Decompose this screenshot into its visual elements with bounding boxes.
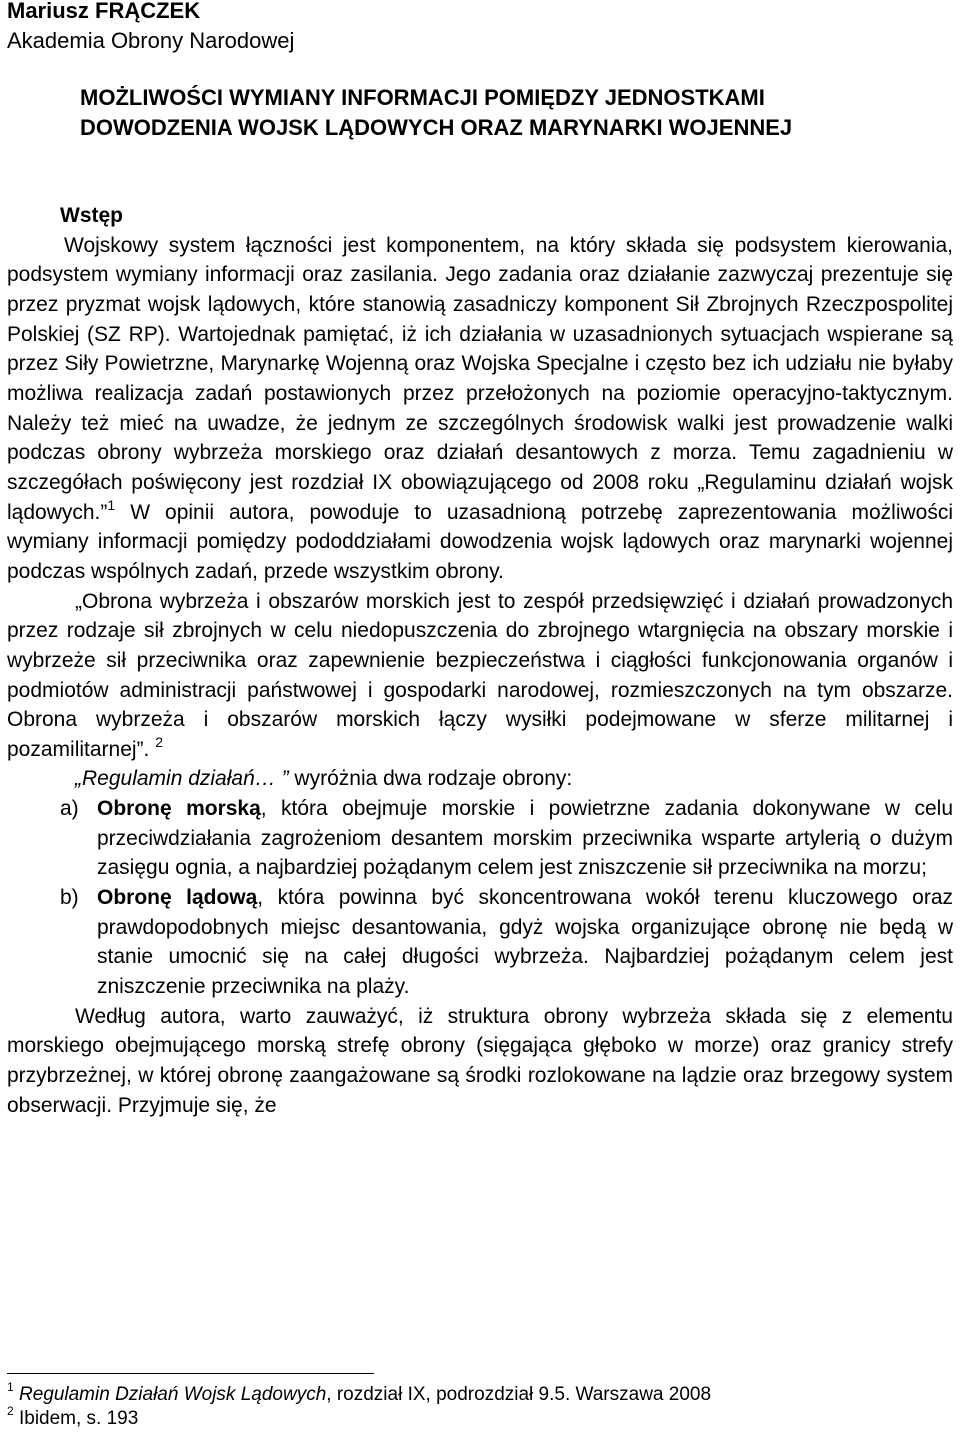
footnote-separator bbox=[7, 1373, 374, 1374]
footnote-text: Ibidem, s. 193 bbox=[18, 1408, 139, 1429]
regulation-title: „Regulamin działań… ” bbox=[75, 767, 289, 791]
defense-types-list bbox=[7, 794, 953, 1002]
paper-body bbox=[7, 201, 953, 1120]
list-item-term: Obronę morską bbox=[97, 797, 261, 821]
paragraph-intro-text-cont: W opinii autora, powoduje to uzasadnioną potrzebę zaprezentowania możliwości wymiany informacji pomiędzy pododdziałami dowodzenia wojsk lądowych oraz marynarki wojennej podczas wspólnych zadań, przede wszystkim obrony. bbox=[7, 500, 953, 583]
footnotes bbox=[7, 1379, 712, 1431]
title-line-1: MOŻLIWOŚCI WYMIANY INFORMACJI POMIĘDZY JEDNOSTKAMI bbox=[80, 85, 765, 110]
paragraph-structure: Według autora, warto zauważyć, iż struktura obrony wybrzeża składa się z elementu morskiego obejmującego morską strefę obrony (sięgająca głęboko w morze) oraz granicy strefy przybrzeżnej, w której obronę zaangażowane są środki rozlokowane na lądzie oraz brzegowy system obserwacji. Przyjmuje się, że bbox=[7, 1004, 953, 1117]
paragraph-regulation bbox=[7, 764, 953, 794]
author-affiliation: Akademia Obrony Narodowej bbox=[7, 28, 295, 53]
footnote-ref-2[interactable]: 2 bbox=[155, 733, 164, 750]
author-name: Mariusz FRĄCZEK bbox=[7, 0, 201, 23]
list-item-term: Obronę lądową bbox=[97, 886, 258, 910]
paragraph-intro-text: Wojskowy system łączności jest komponentem, na który składa się podsystem kierowania, podsystem wymiany informacji oraz zasilania. Jego zadania oraz działanie zazwyczaj prezentuje się przez pryzmat wojsk lądowych, które stanowią zasadniczy komponent Sił Zbrojnych Rzeczpospolitej Polskiej (SZ RP). Wartojednak pamiętać, iż ich działania w uzasadnionych sytuacjach wspierane są przez Siły Powietrzne, Marynarkę Wojenną oraz Wojska Specjalne i często bez ich udziału nie byłaby możliwa realizacja zadań postawionych przez przełożonych na poziomie operacyjno-taktycznym. Należy też mieć na uwadze, że jednym ze szczególnych środowisk walki jest prowadzenie walki podczas obrony wybrzeża morskiego oraz działań desantowych z morza. Temu zagadnieniu w szczegółach poświęcony jest rozdział IX obowiązującego od 2008 roku „Regulaminu działań wojsk lądowych.” bbox=[7, 233, 953, 524]
regulation-text: wyróżnia dwa rodzaje obrony: bbox=[288, 767, 573, 791]
list-item-text: , która obejmuje morskie i powietrzne zadania dokonywane w celu przeciwdziałania zagrożeniom desantem morskim przeciwnika wsparte artylerią o dużym zasięgu ognia, a najbardziej pożądanym celem jest zniszczenie sił przeciwnika na morzu; bbox=[97, 797, 953, 880]
list-marker: a) bbox=[60, 797, 79, 821]
definition-quote: „Obrona wybrzeża i obszarów morskich jest to zespół przedsięwzięć i działań prowadzonych przez rodzaje sił zbrojnych w celu niedopuszczenia do zbrojnego wtargnięcia na obszary morskie i wybrzeże sił przeciwnika oraz zapewnienie bezpieczeństwa i ciągłości funkcjonowania organów i podmiotów administracji państwowej i gospodarki narodowej, rozmieszczonych na tym obszarze. Obrona wybrzeża i obszarów morskich łączy wysiłki podejmowane w sferze militarnej i pozamilitarnej”. bbox=[7, 589, 953, 761]
footnote-number: 2 bbox=[7, 1403, 14, 1418]
footnote-ref-1[interactable]: 1 bbox=[107, 496, 116, 513]
paper-title bbox=[80, 83, 792, 143]
list-item bbox=[7, 883, 953, 1002]
footnote-1 bbox=[7, 1379, 712, 1407]
footnote-text: , rozdział IX, podrozdział 9.5. Warszawa 2008 bbox=[326, 1384, 712, 1405]
list-item bbox=[7, 794, 953, 883]
list-item-text: , która powinna być skoncentrowana wokół terenu kluczowego oraz prawdopodobnych miejsc desantowania, gdyż wojska organizujące obronę nie będą w stanie umocnić się na całej długości wybrzeża. Najbardziej pożądanym celem jest zniszczenie przeciwnika na plaży. bbox=[97, 886, 953, 999]
footnote-source-title: Regulamin Działań Wojsk Lądowych bbox=[18, 1384, 327, 1405]
paragraph-intro bbox=[7, 231, 953, 587]
list-marker: b) bbox=[60, 886, 79, 910]
footnote-2 bbox=[7, 1403, 711, 1431]
footnote-number: 1 bbox=[7, 1379, 14, 1394]
paragraph-definition bbox=[7, 587, 953, 765]
section-heading: Wstęp bbox=[60, 204, 123, 227]
title-line-2: DOWODZENIA WOJSK LĄDOWYCH ORAZ MARYNARKI WOJENNEJ bbox=[80, 115, 793, 140]
